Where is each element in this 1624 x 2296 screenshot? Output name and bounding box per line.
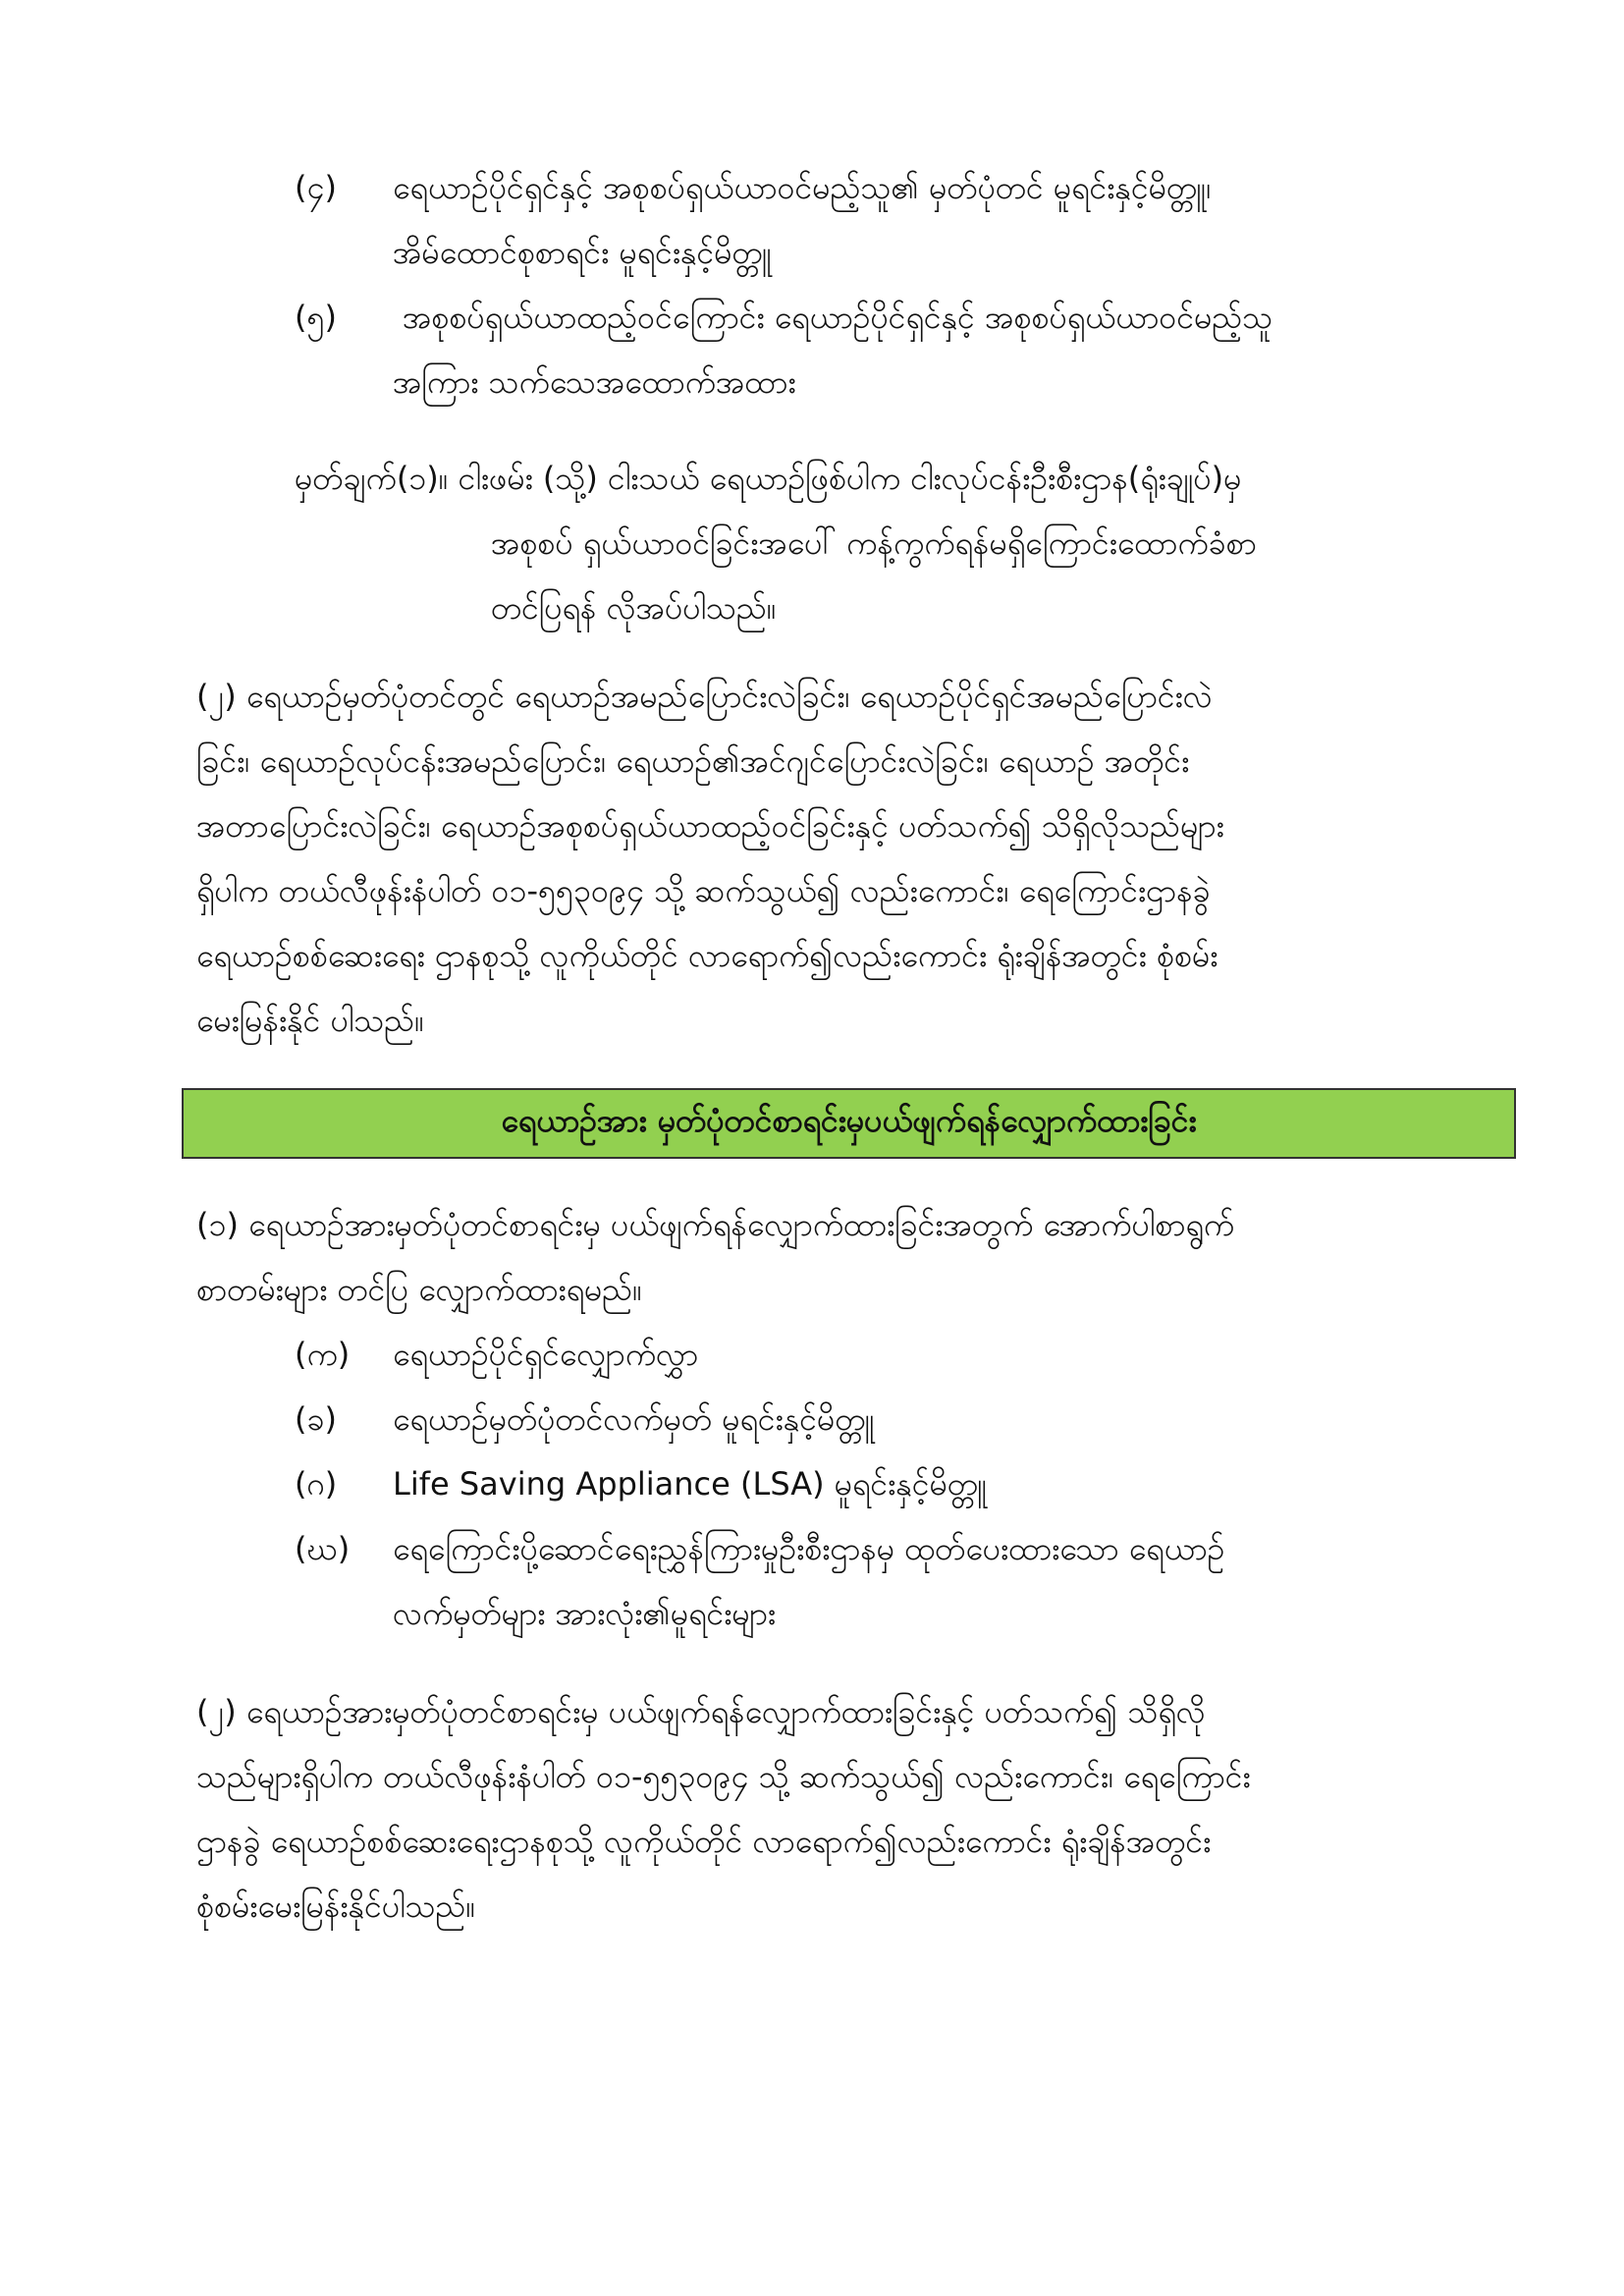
paragraph-line: (၁) ရေယာဉ်အားမှတ်ပုံတင်စာရင်းမှ ပယ်ဖျက်ရန်လျှောက်ထားခြင်းအတွက် အောက်ပါစာရွက် [196,1206,1235,1243]
list-number: (က) [295,1336,351,1373]
paragraph-line: ရေယာဉ်စစ်ဆေးရေး ဌာနစုသို့ လူကိုယ်တိုင် လာရောက်၍လည်းကောင်း ရုံးချိန်အတွင်း စုံစမ်း [196,937,1218,974]
list-item-line: လက်မှတ်များ အားလုံး၏မူရင်းများ [393,1595,776,1632]
list-number: (ဃ) [295,1530,351,1567]
paragraph-line: စာတမ်းများ တင်ပြ လျှောက်ထားရမည်။ [196,1271,642,1308]
paragraph-line: အတာပြောင်းလဲခြင်း၊ ရေယာဉ်အစုစပ်ရှယ်ယာထည့်ဝင်ခြင်းနှင့် ပတ်သက်၍ သိရှိလိုသည်များ [196,807,1224,845]
section-heading: ရေယာဉ်အား မှတ်ပုံတင်စာရင်းမှပယ်ဖျက်ရန်လျှောက်ထားခြင်း [501,1102,1197,1139]
note-line: အစုစပ် ရှယ်ယာဝင်ခြင်းအပေါ် ကန့်ကွက်ရန်မရှိကြောင်းထောက်ခံစာ [491,524,1257,562]
section-heading-banner [182,1088,1516,1159]
paragraph-line: မေးမြန်းနိုင် ပါသည်။ [196,1002,424,1039]
paragraph-line: (၂) ရေယာဉ်မှတ်ပုံတင်တွင် ရေယာဉ်အမည်ပြောင်းလဲခြင်း၊ ရေယာဉ်ပိုင်ရှင်အမည်ပြောင်းလဲ [196,678,1213,715]
list-number: (ခ) [295,1400,337,1438]
list-item-line: ရေကြောင်းပို့ဆောင်ရေးညွှန်ကြားမှုဦးစီးဌာနမှ ထုတ်ပေးထားသော ရေယာဉ် [393,1530,1225,1567]
list-number: (၄) [295,169,337,206]
list-item-line: ရေယာဉ်ပိုင်ရှင်နှင့် အစုစပ်ရှယ်ယာဝင်မည့်သူ၏ မှတ်ပုံတင် မူရင်းနှင့်မိတ္တူ၊ [393,169,1212,206]
list-item-line: အိမ်ထောင်စုစာရင်း မူရင်းနှင့်မိတ္တူ [393,234,772,271]
list-number: (၅) [295,299,337,336]
list-item-line: အကြား သက်သေအထောက်အထား [393,363,796,401]
paragraph-line: ရှိပါက တယ်လီဖုန်းနံပါတ် ၀၁-၅၅၃၀၉၄ သို့ ဆက်သွယ်၍ လည်းကောင်း၊ ရေကြောင်းဌာနခွဲ [196,872,1211,909]
list-item-line: ရေယာဉ်မှတ်ပုံတင်လက်မှတ် မူရင်းနှင့်မိတ္တူ [393,1400,875,1438]
note-line: မှတ်ချက်(၁)။ ငါးဖမ်း (သို့) ငါးသယ် ရေယာဉ်ဖြစ်ပါက ငါးလုပ်ငန်းဦးစီးဌာန(ရုံးချုပ်)မှ [295,460,1242,497]
paragraph-line: သည်များရှိပါက တယ်လီဖုန်းနံပါတ် ၀၁-၅၅၃၀၉၄ သို့ ဆက်သွယ်၍ လည်းကောင်း၊ ရေကြောင်း [196,1758,1251,1795]
paragraph-line: (၂) ရေယာဉ်အားမှတ်ပုံတင်စာရင်းမှ ပယ်ဖျက်ရန်လျှောက်ထားခြင်းနှင့် ပတ်သက်၍ သိရှိလို [196,1693,1206,1730]
list-item-line: Life Saving Appliance (LSA) မူရင်းနှင့်မိတ္တူ [393,1465,988,1503]
paragraph-line: စုံစမ်းမေးမြန်းနိုင်ပါသည်။ [196,1887,476,1925]
list-item-line: ရေယာဉ်ပိုင်ရှင်လျှောက်လွှာ [393,1336,699,1373]
list-number: (ဂ) [295,1465,338,1503]
paragraph-line: ဌာနခွဲ ရေယာဉ်စစ်ဆေးရေးဌာနစုသို့ လူကိုယ်တိုင် လာရောက်၍လည်းကောင်း ရုံးချိန်အတွင်း [196,1823,1212,1860]
list-item-line: အစုစပ်ရှယ်ယာထည့်ဝင်ကြောင်း ရေယာဉ်ပိုင်ရှင်နှင့် အစုစပ်ရှယ်ယာဝင်မည့်သူ [403,299,1273,336]
paragraph-line: ခြင်း၊ ရေယာဉ်လုပ်ငန်းအမည်ပြောင်း၊ ရေယာဉ်၏အင်ဂျင်ပြောင်းလဲခြင်း၊ ရေယာဉ် အတိုင်း [196,742,1190,780]
note-line: တင်ပြရန် လိုအပ်ပါသည်။ [491,589,777,627]
